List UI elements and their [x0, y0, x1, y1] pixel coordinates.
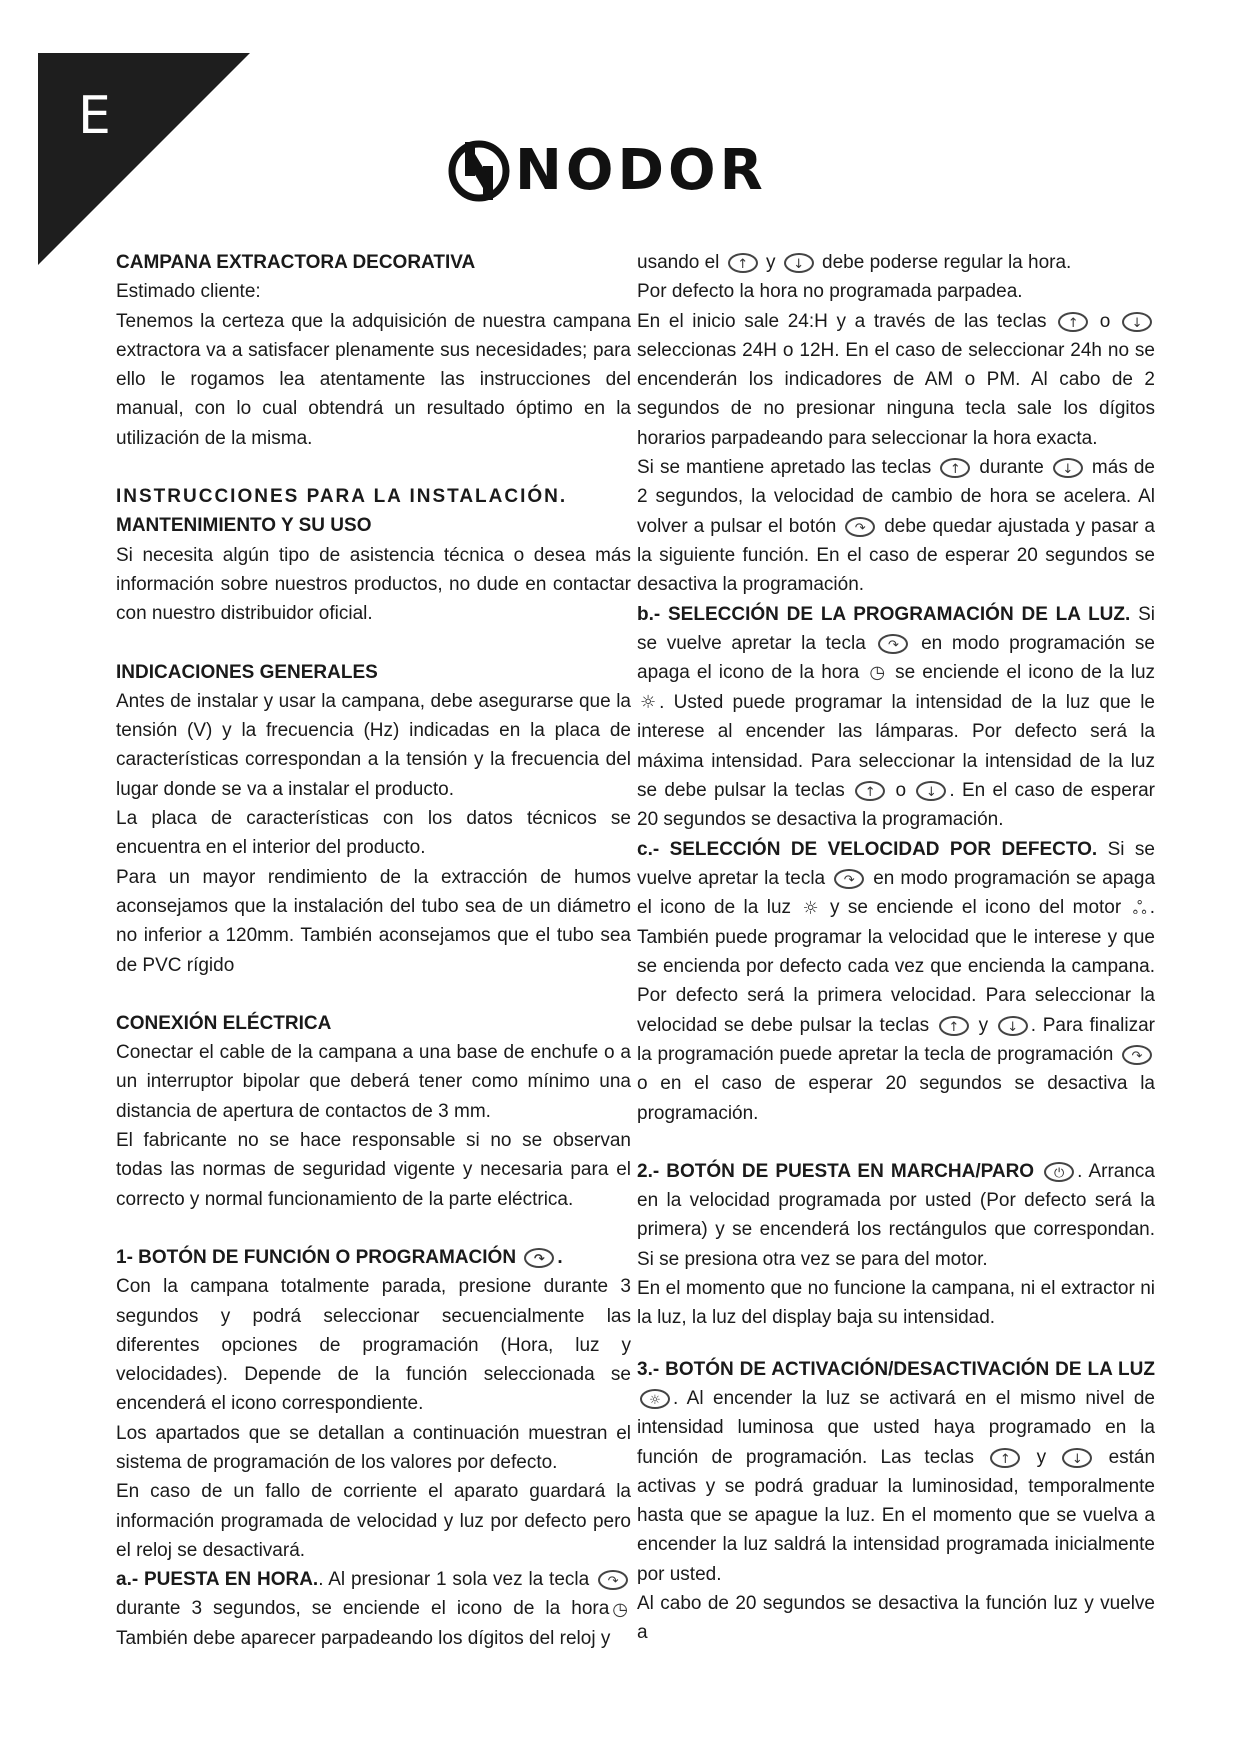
- clock-icon: ◷: [612, 1598, 628, 1620]
- power-key-icon: ⏻: [1044, 1162, 1074, 1182]
- hold-keys-text-4: debe quedar ajustada y pasar a la siguiente función. En el caso de esperar 20 segundos se desactiva la programación.: [637, 515, 1155, 596]
- left-column: [116, 248, 631, 1653]
- format-text-2: o: [1099, 310, 1111, 332]
- greeting: Estimado cliente:: [116, 281, 261, 303]
- program-key-icon: ↷: [598, 1570, 628, 1590]
- down-key-icon: ↓: [998, 1016, 1028, 1036]
- program-button-heading: 1- BOTÓN DE FUNCIÓN O PROGRAMACIÓN ↷ .: [116, 1246, 563, 1268]
- light-program-text-6: . En el caso de esperar 20 segundos se desactiva la programación.: [637, 780, 1155, 831]
- down-key-icon: ↓: [916, 781, 946, 801]
- general-heading: INDICACIONES GENERALES: [116, 661, 378, 683]
- set-time-paragraph: [116, 1565, 631, 1653]
- light-button-text-2: y: [1036, 1446, 1047, 1468]
- power-button-heading: 2.- BOTÓN DE PUESTA EN MARCHA/PARO: [637, 1160, 1035, 1182]
- light-program-paragraph: [637, 600, 1155, 835]
- adjust-time-text-1: usando el: [637, 252, 720, 273]
- general-paragraph-3: Para un mayor rendimiento de la extracción de humos aconsejamos que la instalación del tubo sea de un diámetro no inferior a 120mm. También aconsejamos que el tubo sea de PVC rígido: [116, 866, 631, 976]
- doc-title: CAMPANA EXTRACTORA DECORATIVA: [116, 252, 476, 273]
- hold-keys-text-3: más de 2 segundos, la velocidad de cambio de hora se acelera. Al volver a pulsar el botón: [637, 457, 1155, 537]
- light-program-heading: b.- SELECCIÓN DE LA PROGRAMACIÓN DE LA LUZ.: [637, 603, 1131, 625]
- light-program-text-4: . Usted puede programar la intensidad de la luz que le interese al encender las lámparas. Por defecto será la máxima intensidad. Para seleccionar la intensidad de la luz se debe pulsar la teclas: [637, 691, 1155, 801]
- light-key-icon: ☼: [640, 1389, 670, 1409]
- up-key-icon: ↑: [1058, 312, 1088, 332]
- brand-logo: [447, 140, 767, 202]
- format-text-3: seleccionas 24H o 12H. En el caso de seleccionar 24h no se encenderán los indicadores de AM o PM. Al cabo de 2 segundos de no presionar ninguna tecla sale los dígitos horarios parpadeando para seleccionar la hora exacta.: [637, 339, 1155, 449]
- down-key-icon: ↓: [1122, 312, 1152, 332]
- speed-program-text-4: . También puede programar la velocidad que le interese y que se encienda por defecto cada vez que encienda la campana. Por defecto será la primera velocidad. Para seleccionar la velocidad se debe pulsar la teclas: [637, 897, 1156, 1036]
- motor-icon: ஃ: [1132, 897, 1147, 919]
- light-button-text-1: . Al encender la luz se activará en el mismo nivel de intensidad luminosa que usted haya programado en la función de programación. Las teclas: [637, 1387, 1155, 1468]
- light-icon: ☼: [640, 692, 657, 714]
- set-time-text-2: durante 3 segundos, se enciende el icono de la hora: [116, 1598, 610, 1620]
- light-button-heading: 3.- BOTÓN DE ACTIVACIÓN/DESACTIVACIÓN DE LA LUZ: [637, 1358, 1155, 1380]
- brand-name: NODOR: [515, 138, 767, 203]
- light-button-text-3: están activas y se podrá graduar la luminosidad, temporalmente hasta que se apague la luz. En el momento que se vuelva a encender la luz saldrá la intensidad programada inicialmente por usted.: [637, 1446, 1156, 1585]
- format-text-1: En el inicio sale 24:H y a través de las teclas: [637, 310, 1047, 332]
- speed-program-text-2: en modo programación se apaga el icono de la luz: [637, 867, 1156, 919]
- light-program-text-2: en modo programación se apaga el icono de la hora: [637, 632, 1155, 684]
- up-key-icon: ↑: [855, 781, 885, 801]
- clock-icon: ◷: [869, 662, 886, 684]
- set-time-heading: a.- PUESTA EN HORA.: [116, 1569, 319, 1591]
- brand-mark-icon: [447, 140, 511, 202]
- corner-triangle: [38, 53, 250, 265]
- light-timeout-line: Al cabo de 20 segundos se desactiva la función luz y vuelve a: [637, 1593, 1155, 1644]
- program-paragraph-2: Los apartados que se detallan a continuación muestran el sistema de programación de los valores por defecto.: [116, 1422, 631, 1473]
- right-column: [637, 248, 1155, 1648]
- down-key-icon: ↓: [784, 253, 814, 273]
- program-paragraph-3: En caso de un fallo de corriente el aparato guardará la información programada de velocidad y luz por defecto pero el reloj se desactivará.: [116, 1481, 631, 1561]
- general-paragraph-2: La placa de características con los datos técnicos se encuentra en el interior del producto.: [116, 808, 631, 859]
- up-key-icon: ↑: [939, 1016, 969, 1036]
- light-button-paragraph: [637, 1355, 1155, 1589]
- language-label: E: [78, 86, 111, 146]
- adjust-time-text-3: debe poderse regular la hora.: [822, 252, 1072, 273]
- installation-heading: INSTRUCCIONES PARA LA INSTALACIÓN.: [116, 486, 568, 508]
- intro-paragraph: Tenemos la certeza que la adquisición de nuestra campana extractora va a satisfacer plenamente sus necesidades; para ello le rogamos lea atentamente las instrucciones del manual, con lo cual obtendrá un resultado óptimo en la utilización de la misma.: [116, 310, 631, 449]
- assistance-paragraph: Si necesita algún tipo de asistencia técnica o desea más información sobre nuestros productos, no dude en contactar con nuestro distribuidor oficial.: [116, 544, 631, 625]
- general-paragraph-1: Antes de instalar y usar la campana, debe asegurarse que la tensión (V) y la frecuencia (Hz) indicadas en la placa de características correspondan a la tensión y la frecuencia del lugar donde se va a instalar el producto.: [116, 690, 631, 800]
- adjust-time-line: [637, 248, 1155, 277]
- up-key-icon: ↑: [990, 1448, 1020, 1468]
- down-key-icon: ↓: [1062, 1448, 1092, 1468]
- program-key-icon: ↷: [524, 1248, 554, 1268]
- set-time-text-3: También debe aparecer parpadeando los dígitos del reloj y: [116, 1628, 611, 1650]
- speed-program-text-7: o en el caso de esperar 20 segundos se desactiva la programación.: [637, 1073, 1155, 1124]
- format-paragraph: [637, 307, 1155, 453]
- display-dim-paragraph: En el momento que no funcione la campana, ni el extractor ni la luz, la luz del display baja su intensidad.: [637, 1278, 1155, 1329]
- program-paragraph-1: Con la campana totalmente parada, presione durante 3 segundos y podrá seleccionar secuencialmente las diferentes opciones de programación (Hora, luz y velocidades). Depende de la función seleccionada se encenderá el icono correspondiente.: [116, 1276, 631, 1415]
- light-program-text-5: o: [895, 780, 907, 801]
- speed-program-heading: c.- SELECCIÓN DE VELOCIDAD POR DEFECTO.: [637, 838, 1098, 860]
- speed-program-text-5: y: [978, 1014, 989, 1036]
- adjust-time-text-2: y: [765, 252, 776, 273]
- up-key-icon: ↑: [728, 253, 758, 273]
- electrical-paragraph-2: El fabricante no se hace responsable si no se observan todas las normas de seguridad vigente y necesaria para el correcto y normal funcionamiento de la parte eléctrica.: [116, 1130, 631, 1210]
- program-key-icon: ↷: [834, 869, 864, 889]
- light-program-text-1: Si se vuelve apretar la tecla: [637, 603, 1155, 654]
- electrical-heading: CONEXIÓN ELÉCTRICA: [116, 1012, 332, 1034]
- down-key-icon: ↓: [1053, 458, 1083, 478]
- hold-keys-text-2: durante: [979, 457, 1044, 479]
- light-icon: ☼: [802, 897, 819, 919]
- power-button-paragraph: [637, 1157, 1155, 1274]
- program-key-icon: ↷: [845, 517, 875, 537]
- electrical-paragraph-1: Conectar el cable de la campana a una base de enchufe o a un interruptor bipolar que deberá tener como mínimo una distancia de apertura de contactos de 3 mm.: [116, 1042, 631, 1122]
- corner-tab: [38, 53, 250, 265]
- light-program-text-3: se enciende el icono de la luz: [895, 662, 1156, 684]
- set-time-text-1: . Al presionar 1 sola vez la tecla: [318, 1569, 590, 1591]
- up-key-icon: ↑: [940, 458, 970, 478]
- program-key-icon: ↷: [878, 634, 908, 654]
- hold-keys-text-1: Si se mantiene apretado las teclas: [637, 457, 932, 479]
- speed-program-text-1: Si se vuelve apretar la tecla: [637, 838, 1155, 889]
- power-button-text: . Arranca en la velocidad programada por usted (Por defecto será la primera) y se encenderá los rectángulos que correspondan. Si se presiona otra vez se para del motor.: [637, 1160, 1156, 1270]
- default-time-line: Por defecto la hora no programada parpadea.: [637, 281, 1023, 303]
- program-button-heading-text: 1- BOTÓN DE FUNCIÓN O PROGRAMACIÓN: [116, 1246, 517, 1268]
- hold-keys-paragraph: [637, 453, 1155, 599]
- speed-program-text-3: y se enciende el icono del motor: [829, 897, 1122, 919]
- speed-program-text-6: . Para finalizar la programación puede apretar la tecla de programación: [637, 1014, 1155, 1065]
- program-key-icon: ↷: [1122, 1045, 1152, 1065]
- speed-program-paragraph: [637, 835, 1155, 1128]
- maintenance-heading: MANTENIMIENTO Y SU USO: [116, 515, 372, 537]
